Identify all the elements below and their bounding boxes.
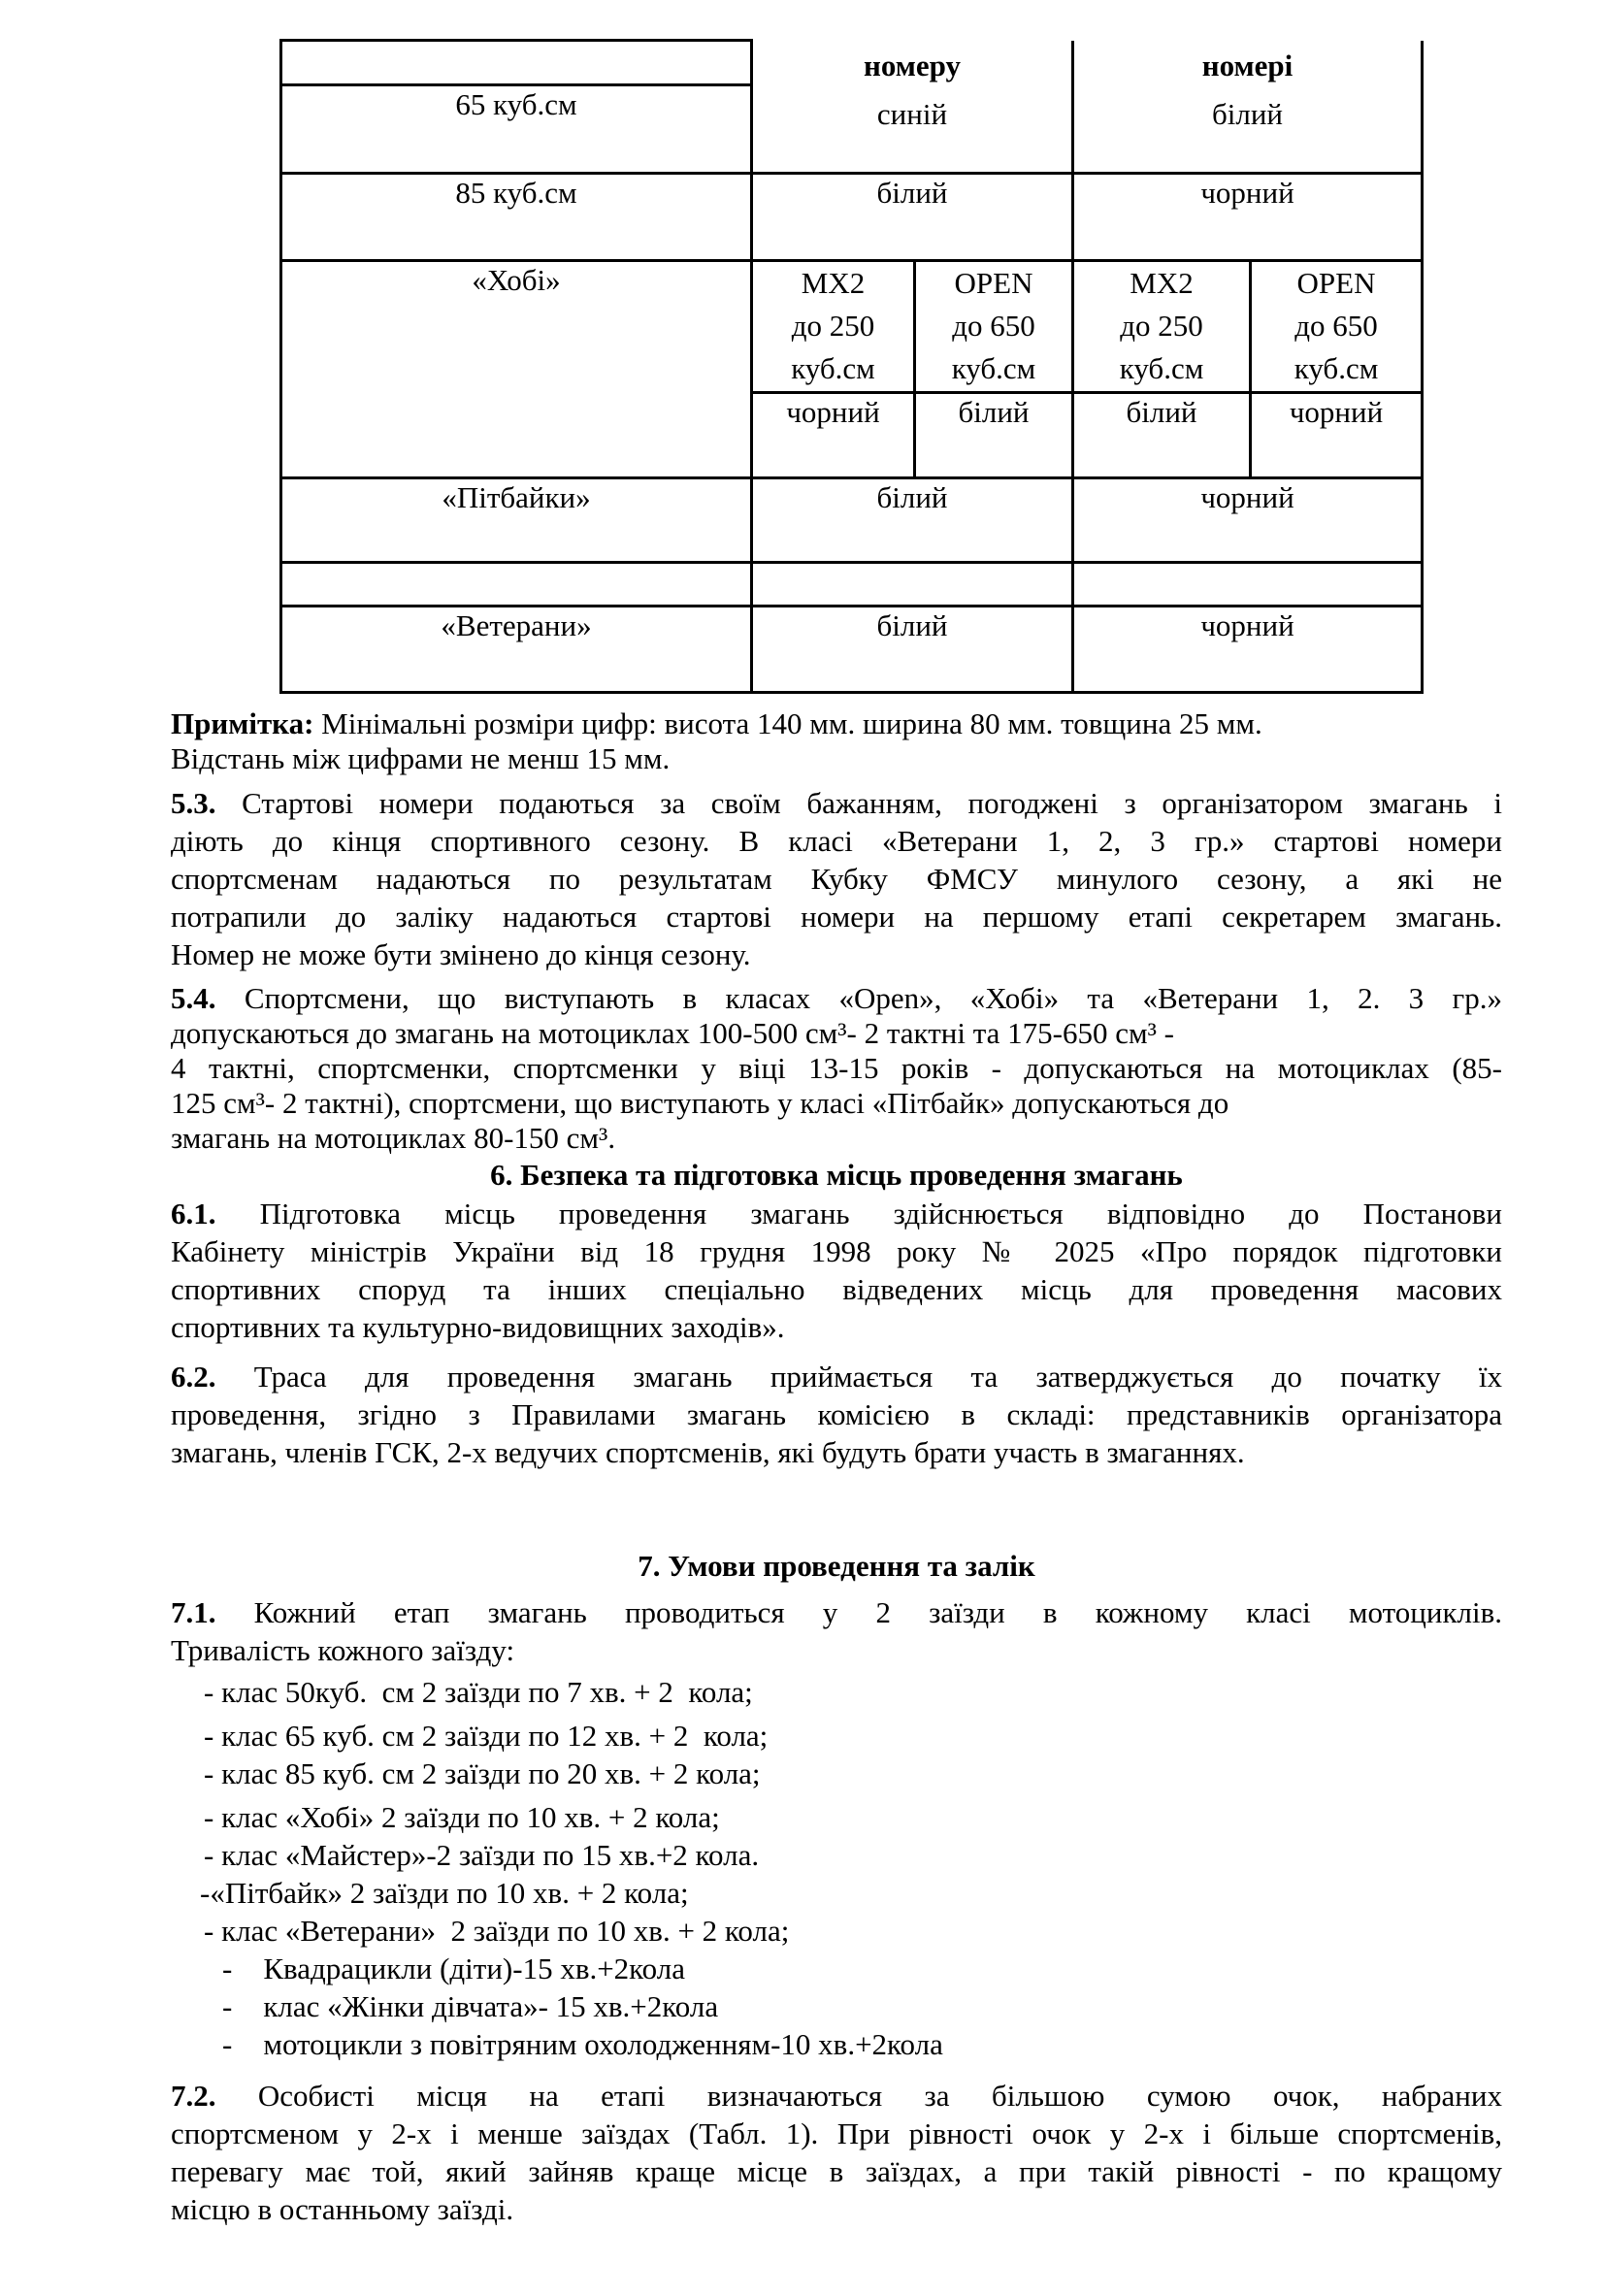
text-line: змагань на мотоциклах 80-150 см³. [171,1121,616,1155]
list-item: - клас 50куб. см 2 заїзди по 7 хв. + 2 кола; [204,1675,753,1709]
class-cell: «Пітбайки» [281,478,752,563]
text-line: 6.1. Підготовка місць проведення змагань здійснюється відповідно до Постанови [171,1197,1502,1230]
header-cell-nomeru [752,41,1073,174]
text-line: потрапили до заліку надаються стартові номери на першому етапі секретарем змагань. [171,900,1502,934]
paragraph-6-2 [171,1358,1502,1471]
text-line: спортивних та культурно-видовищних заходів». [171,1310,785,1344]
table-row-pitbike [281,478,1423,563]
text-line: проведення, згідно з Правилами змагань комісією в складі: представників організатора [171,1397,1502,1431]
empty-header-cell [281,41,752,85]
paragraph-5-4 [171,981,1502,1156]
note-label: Примітка: [171,706,314,740]
list-item: - мотоцикли з повітряним охолодженням-10 хв.+2кола [222,2027,943,2061]
table-row-85 [281,174,1423,261]
table-row-header [281,41,1423,85]
section-number: 5.4. [171,981,216,1015]
dash-marker: - [222,1989,233,2023]
text-line: спортсменам надаються по результатам Кубку ФМСУ минулого сезону, а які не [171,862,1502,896]
text-line: Номер не може бути змінено до кінця сезону. [171,937,751,971]
color-cell: чорний [1073,607,1423,693]
class-cell: «Хобі» [281,261,752,478]
color-cell: білий [752,174,1073,261]
section-number: 5.3. [171,786,216,820]
class-cell: 65 куб.см [281,85,752,174]
text-line: Примітка: Мінімальні розміри цифр: висота 140 мм. ширина 80 мм. товщина 25 мм. [171,706,1262,740]
class-cell: «Ветерани» [281,607,752,693]
paragraph-6-1 [171,1195,1502,1346]
list-item: - клас «Хобі» 2 заїзди по 10 хв. + 2 кола; [204,1800,720,1834]
section-number: 6.1. [171,1197,216,1230]
list-item: - клас «Майстер»-2 заїзди по 15 хв.+2 кола. [204,1838,760,1872]
list-item: - клас «Ветерани» 2 заїзди по 10 хв. + 2 кола; [204,1914,790,1948]
section-heading-6: 6. Безпека та підготовка місць проведення змагань [490,1158,1183,1192]
subclass-cell: MX2 до 250 куб.см [752,261,915,393]
list-item: - клас 65 куб. см 2 заїзди по 12 хв. + 2 кола; [204,1719,769,1753]
text-line: 4 тактні, спортсменки, спортсменки у віці 13-15 років - допускаються на мотоциклах (85- [171,1051,1502,1085]
color-cell: чорний [1073,478,1423,563]
text-line: 7.1. Кожний етап змагань проводиться у 2 заїзди в кожному класі мотоциклів. [171,1595,1502,1629]
list-item: - Квадрацикли (діти)-15 хв.+2кола [222,1952,685,1985]
text-line: допускаються до змагань на мотоциклах 100-500 см³- 2 тактні та 175-650 см³ - [171,1016,1174,1050]
text-line: 5.3. Стартові номери подаються за своїм бажанням, погоджені з організатором змагань і [171,786,1502,820]
color-cell: білий [1073,393,1251,478]
text-line: 125 см³- 2 тактні), спортсмени, що виступають у класі «Пітбайк» допускаються до [171,1086,1229,1120]
duration-list [171,1673,1502,2063]
list-item: - клас «Жінки дівчата»- 15 хв.+2кола [222,1989,719,2023]
color-value: білий [1211,96,1284,131]
section-number: 7.2. [171,2079,216,2113]
table-row-veterans [281,607,1423,693]
text-line: Кабінету міністрів України від 18 грудня 1998 року № 2025 «Про порядок підготовки [171,1234,1502,1268]
paragraph-7-2 [171,2077,1502,2228]
list-item: - клас 85 куб. см 2 заїзди по 20 хв. + 2 кола; [204,1756,761,1790]
text-line: перевагу має той, який зайняв краще місце в заїздах, а при такій рівності - по кращому [171,2154,1502,2188]
color-cell: чорний [1251,393,1423,478]
table-row-empty [281,563,1423,607]
paragraph-note [171,706,1502,776]
color-cell [1073,563,1423,607]
text-line: місцю в останньому заїзді. [171,2192,514,2226]
table-row-hobby-subheader [281,261,1423,393]
text-line: 7.2. Особисті місця на етапі визначаються за більшою сумою очок, набраних [171,2079,1502,2113]
text-line: Тривалість кожного заїзду: [171,1633,515,1667]
class-cell: 85 куб.см [281,174,752,261]
subclass-cell: OPEN до 650 куб.см [1251,261,1423,393]
color-cell: білий [752,478,1073,563]
color-cell: білий [915,393,1073,478]
dash-marker: - [222,1952,233,1985]
dash-marker: - [222,2027,233,2061]
text-line: спортивних споруд та інших спеціально відведених місць для проведення масових [171,1272,1502,1306]
text-line: діють до кінця спортивного сезону. В класі «Ветерани 1, 2, 3 гр.» стартові номери [171,824,1502,858]
start-numbers-table [279,39,1424,694]
paragraph-7-1 [171,1593,1502,1669]
class-cell [281,563,752,607]
section-number: 6.2. [171,1360,216,1394]
text-line: 6.2. Траса для проведення змагань приймається та затверджується до початку їх [171,1360,1502,1394]
list-item: -«Пітбайк» 2 заїзди по 10 хв. + 2 кола; [200,1876,689,1910]
color-cell: чорний [752,393,915,478]
text-line: Відстань між цифрами не менш 15 мм. [171,741,671,775]
text-line: змагань, членів ГСК, 2-х ведучих спортсменів, які будуть брати участь в змаганнях. [171,1435,1245,1469]
color-cell: чорний [1073,174,1423,261]
color-cell [752,563,1073,607]
column-header: номеру [864,48,961,82]
header-cell-nomeri [1073,41,1423,174]
section-heading-7: 7. Умови проведення та залік [638,1549,1035,1583]
document-body [171,706,1502,2228]
color-cell: білий [752,607,1073,693]
text-line: 5.4. Спортсмени, що виступають в класах «Open», «Хобі» та «Ветерани 1, 2. 3 гр.» [171,981,1502,1015]
column-header: номері [1201,48,1294,82]
paragraph-5-3 [171,784,1502,973]
subclass-cell: MX2 до 250 куб.см [1073,261,1251,393]
subclass-cell: OPEN до 650 куб.см [915,261,1073,393]
section-number: 7.1. [171,1595,216,1629]
color-value: синій [876,96,948,131]
text-line: спортсменом у 2-х і менше заїздах (Табл. 1). При рівності очок у 2-х і більше спортсменів, [171,2116,1502,2150]
